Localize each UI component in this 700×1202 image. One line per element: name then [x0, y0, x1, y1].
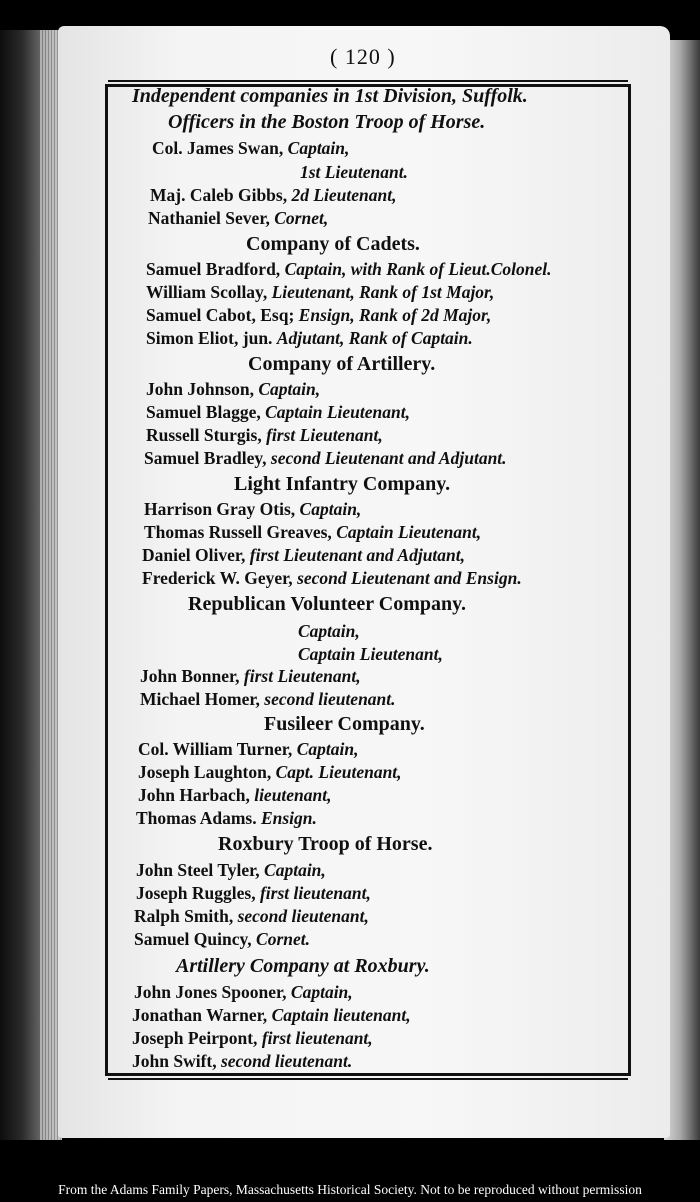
roster-line	[132, 1004, 411, 1026]
roster-line	[298, 620, 360, 642]
officer-name: Maj. Caleb Gibbs,	[150, 185, 288, 205]
officer-role: Captain lieutenant,	[271, 1005, 411, 1025]
section-heading: Republican Volunteer Company.	[188, 593, 467, 615]
section-heading: Artillery Company at Roxbury.	[176, 955, 430, 977]
roster-line	[300, 161, 408, 183]
roster-line	[134, 981, 353, 1003]
roster-line	[146, 281, 494, 303]
officer-name: William Scollay,	[146, 282, 268, 302]
officer-role: first Lieutenant,	[266, 425, 383, 445]
officer-name: John Harbach,	[138, 785, 250, 805]
officer-name: Samuel Quincy,	[134, 929, 252, 949]
officer-role: Captain,	[287, 138, 350, 158]
officer-name: Simon Eliot, jun.	[146, 328, 273, 348]
officer-role: Captain,	[264, 860, 326, 880]
officer-name: Samuel Cabot, Esq;	[146, 305, 295, 325]
section-heading: Light Infantry Company.	[234, 473, 451, 495]
officer-role: Captain,	[258, 379, 321, 399]
section-heading: Fusileer Company.	[264, 713, 425, 735]
roster-line	[142, 544, 465, 566]
officer-name: Samuel Blagge,	[146, 402, 261, 422]
officer-role: second lieutenant.	[264, 689, 396, 709]
officer-role: Cornet.	[256, 929, 311, 949]
officer-name: Daniel Oliver,	[142, 545, 246, 565]
roster-line	[142, 567, 522, 589]
officer-role: Captain Lieutenant,	[336, 522, 482, 542]
roster-line	[134, 905, 369, 927]
officer-name: John Johnson,	[146, 379, 254, 399]
officer-name: Russell Sturgis,	[146, 425, 262, 445]
officer-name: Harrison Gray Otis,	[144, 499, 296, 519]
roster-line	[136, 859, 326, 881]
roster-line	[138, 738, 358, 760]
page-number: ( 120 )	[330, 44, 396, 69]
officer-name: Thomas Russell Greaves,	[144, 522, 332, 542]
section-heading: Roxbury Troop of Horse.	[218, 833, 433, 855]
officer-name: John Steel Tyler,	[136, 860, 260, 880]
officer-role: Captain, with Rank of Lieut.Colonel.	[284, 259, 552, 279]
officer-role: 2d Lieutenant,	[291, 185, 397, 205]
roster-line	[148, 207, 328, 229]
officer-name: Joseph Peirpont,	[132, 1028, 258, 1048]
officer-name: Joseph Laughton,	[138, 762, 272, 782]
officer-name: Col. William Turner,	[138, 739, 293, 759]
officer-role: Captain,	[298, 621, 360, 641]
section-heading: Officers in the Boston Troop of Horse.	[168, 111, 486, 133]
officer-role: second Lieutenant and Adjutant.	[270, 448, 507, 468]
officer-name: John Swift,	[132, 1051, 217, 1071]
officer-name: Joseph Ruggles,	[136, 883, 256, 903]
roster-line	[136, 807, 317, 829]
officer-name: Thomas Adams.	[136, 808, 257, 828]
officer-role: first Lieutenant,	[243, 666, 361, 686]
roster-line	[132, 1050, 352, 1072]
officer-name: Ralph Smith,	[134, 906, 234, 926]
officer-name: Samuel Bradley,	[144, 448, 267, 468]
roster-line	[144, 521, 481, 543]
officer-role: Captain Lieutenant,	[265, 402, 410, 422]
officer-role: Capt. Lieutenant,	[275, 762, 402, 782]
officer-role: Ensign, Rank of 2d Major,	[298, 305, 492, 325]
officer-role: first Lieutenant and Adjutant,	[249, 545, 466, 565]
roster-line	[150, 184, 397, 206]
roster-line	[138, 761, 402, 783]
officer-role: Captain Lieutenant,	[298, 644, 443, 664]
roster-line	[146, 258, 552, 280]
officer-role: Cornet,	[274, 208, 329, 228]
section-heading: Company of Artillery.	[248, 353, 436, 375]
roster-line	[146, 327, 473, 349]
roster-line	[146, 424, 383, 446]
roster-line	[298, 643, 443, 665]
roster-line	[146, 304, 491, 326]
roster-line	[146, 401, 410, 423]
roster-line	[140, 665, 361, 687]
roster-line	[136, 882, 371, 904]
officer-name: Samuel Bradford,	[146, 259, 281, 279]
roster-line	[152, 137, 349, 159]
roster-line	[134, 928, 310, 950]
officer-name: Jonathan Warner,	[132, 1005, 268, 1025]
officer-role: 1st Lieutenant.	[300, 162, 408, 182]
officer-name: Nathaniel Sever,	[148, 208, 270, 228]
roster-line	[146, 378, 320, 400]
officer-role: second lieutenant,	[237, 906, 369, 926]
officer-name: Frederick W. Geyer,	[142, 568, 293, 588]
officer-role: Captain,	[296, 739, 359, 759]
officer-name: John Bonner,	[140, 666, 240, 686]
officer-name: John Jones Spooner,	[134, 982, 287, 1002]
officer-role: second lieutenant.	[220, 1051, 353, 1071]
officer-name: Col. James Swan,	[152, 138, 284, 158]
roster-line	[138, 784, 332, 806]
section-heading: Independent companies in 1st Division, Suffolk.	[132, 85, 528, 107]
roster-line	[140, 688, 396, 710]
roster-line	[132, 1027, 373, 1049]
roster-line	[144, 447, 507, 469]
copyright-footer: From the Adams Family Papers, Massachusetts Historical Society. Not to be reproduced without permission	[58, 1182, 642, 1197]
section-heading: Company of Cadets.	[246, 233, 420, 255]
officer-name: Michael Homer,	[140, 689, 260, 709]
officer-role: Captain,	[290, 982, 353, 1002]
officer-role: Captain,	[299, 499, 362, 519]
officer-role: Lieutenant, Rank of 1st Major,	[271, 282, 495, 302]
officer-role: first lieutenant,	[259, 883, 371, 903]
roster-line	[144, 498, 361, 520]
officer-role: Adjutant, Rank of Captain.	[276, 328, 473, 348]
officer-role: second Lieutenant and Ensign.	[297, 568, 522, 588]
officer-role: lieutenant,	[254, 785, 332, 805]
officer-role: first lieutenant,	[261, 1028, 373, 1048]
officer-role: Ensign.	[260, 808, 317, 828]
